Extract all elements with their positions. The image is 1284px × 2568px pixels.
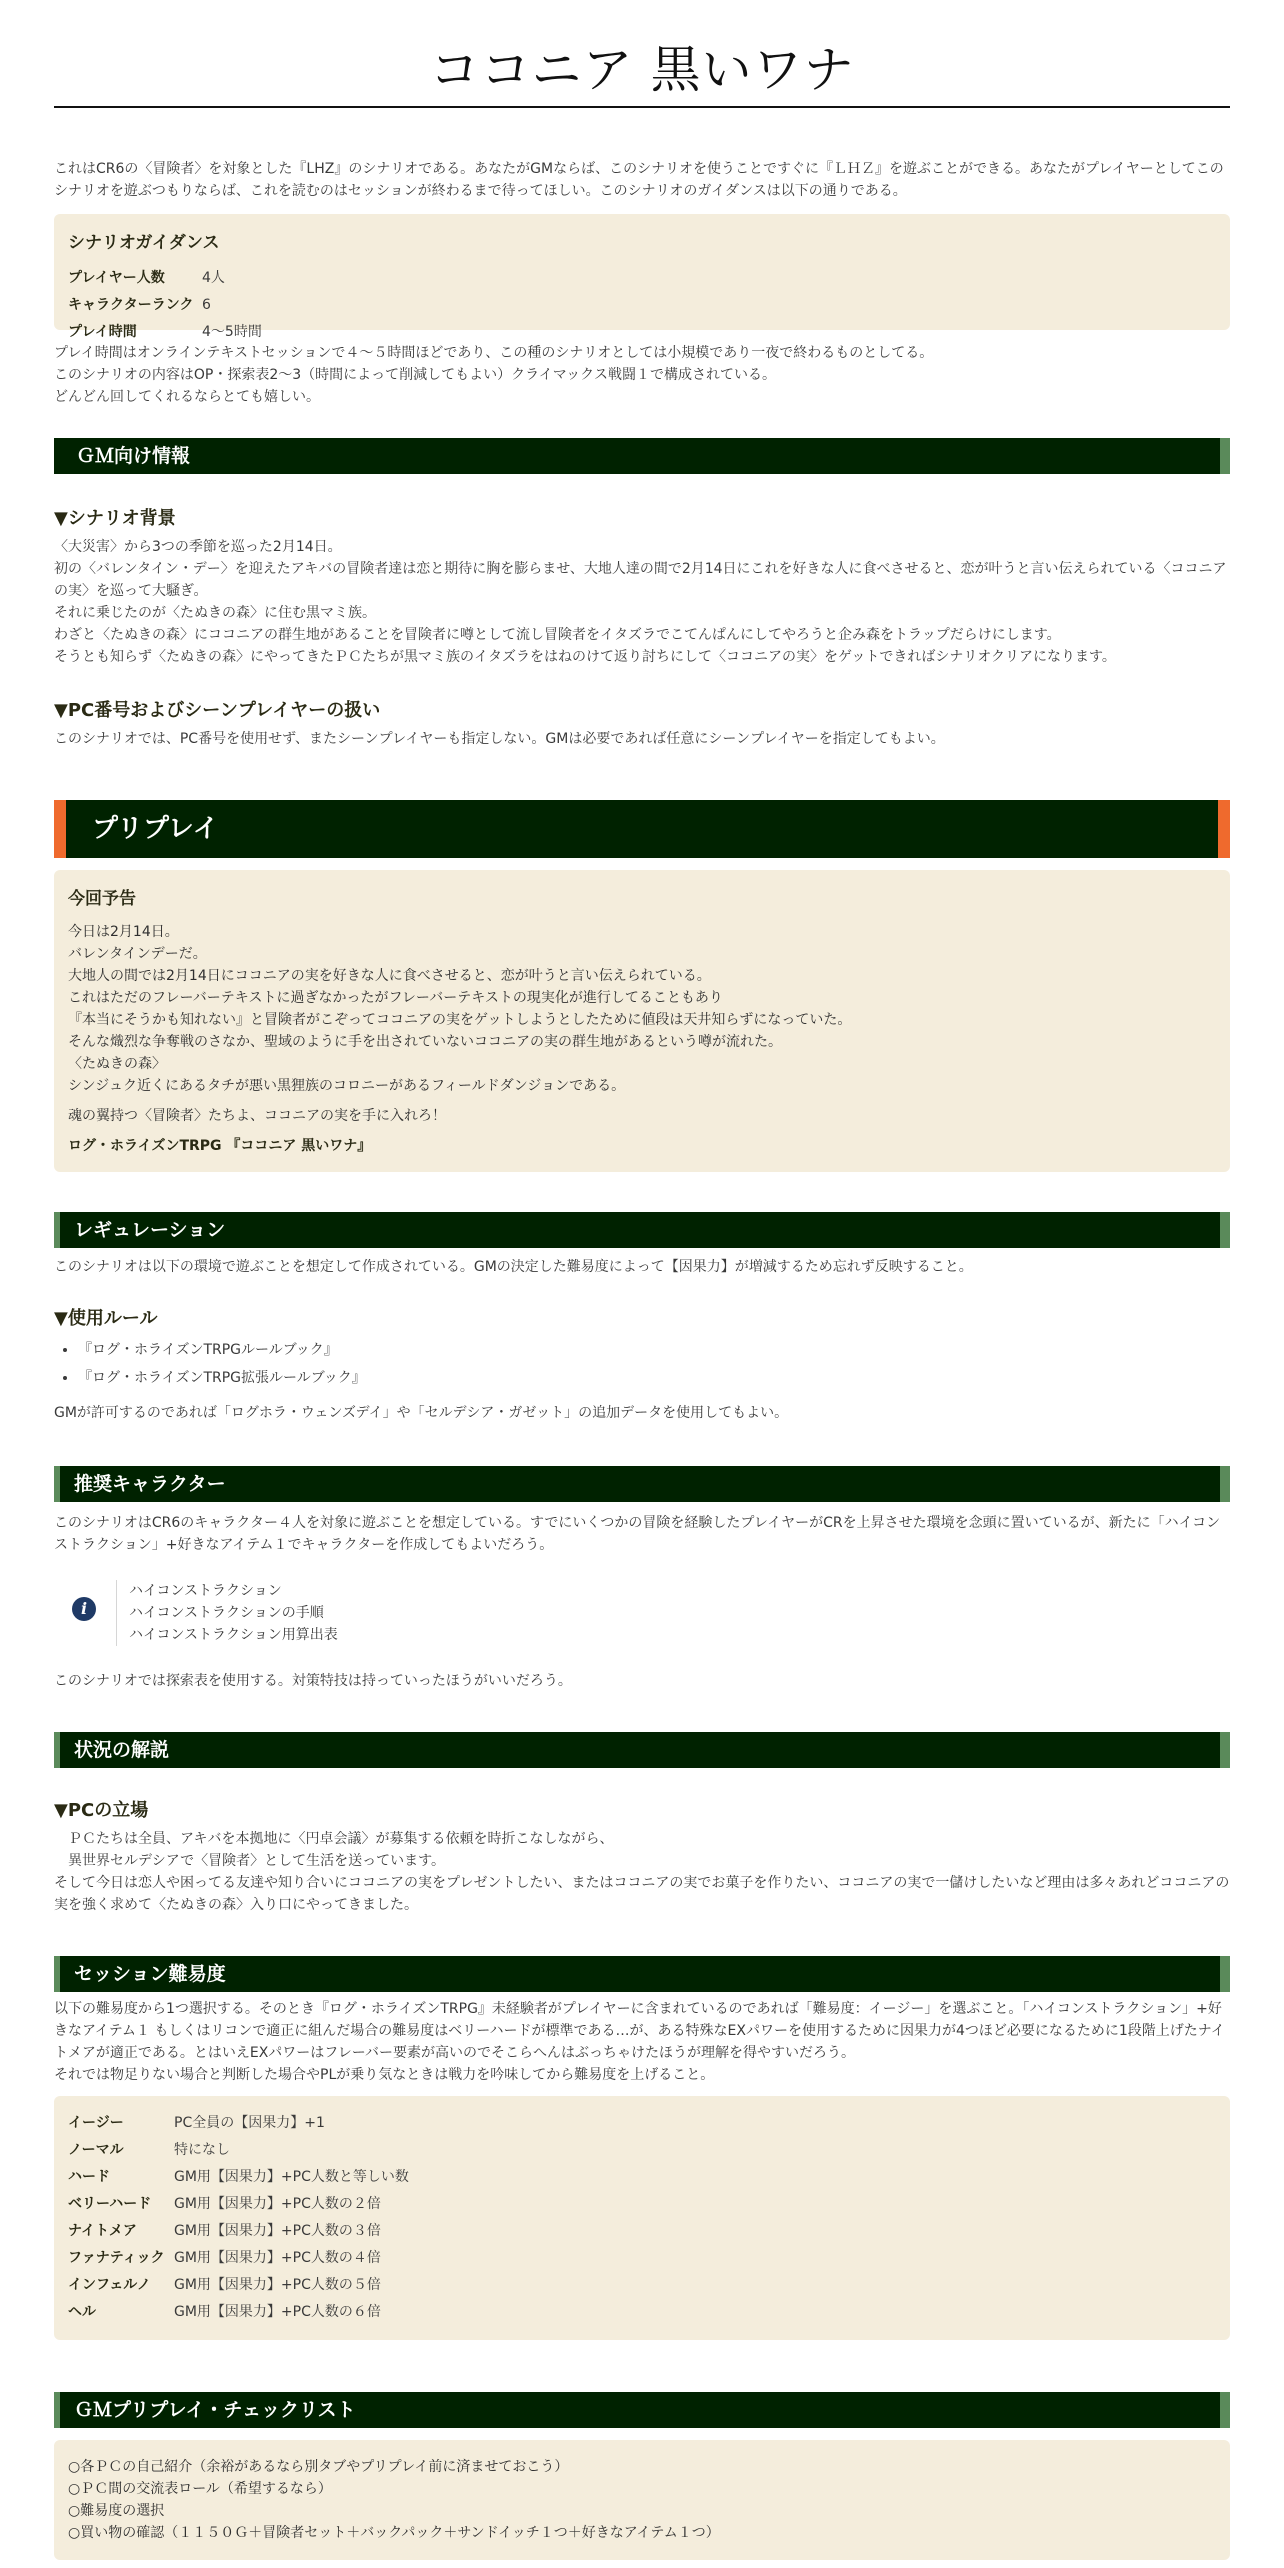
- recommended-band: 推奨キャラクター: [54, 1466, 1230, 1502]
- playtime-text: [54, 342, 1230, 408]
- preview-line: そんな熾烈な争奪戦のさなか、聖域のように手を出されていないココニアの実の群生地があるという噂が流れた。: [68, 1034, 782, 1050]
- guidance-value: 4～5時間: [202, 324, 262, 340]
- background-line: 初の〈バレンタイン・デー〉を迎えたアキバの冒険者達は恋と期待に胸を膨らませ、大地人達の間で2月14日にこれを好きな人に食べさせると、恋が叶うと言い伝えられている〈ココニアの実〉を巡って大騒ぎ。: [54, 561, 1227, 599]
- rules-heading: ▼使用ルール: [54, 1308, 158, 1329]
- difficulty-effect: GM用【因果力】+PC人数の６倍: [174, 2304, 381, 2320]
- regulation-note: GMが許可するのであれば「ログホラ・ウェンズデイ」や「セルデシア・ガゼット」の追加データを使用してもよい。: [54, 1405, 789, 1421]
- recommended-after: このシナリオでは探索表を使用する。対策特技は持っていったほうがいいだろう。: [54, 1673, 572, 1689]
- scenario-background-heading: ▼シナリオ背景: [54, 508, 176, 529]
- situation-band: 状況の解説: [54, 1732, 1230, 1768]
- intro-text: これはCR6の〈冒険者〉を対象とした『LHZ』のシナリオである。あなたがGMならば、このシナリオを使うことですぐに『ＬＨＺ』を遊ぶことができる。あなたがプレイヤーとしてこのシナリオを遊ぶつもりならば、これを読むのはセッションが終わるまで待ってほしい。このシナリオのガイダンスは以下の通りである。: [54, 161, 1224, 199]
- difficulty-effect: GM用【因果力】+PC人数の４倍: [174, 2250, 381, 2266]
- difficulty-effect: GM用【因果力】+PC人数の２倍: [174, 2196, 381, 2212]
- preview-line: 『本当にそうかも知れない』と冒険者がこぞってココニアの実をゲットしようとしたために値段は天井知らずになっていた。: [68, 1012, 852, 1028]
- difficulty-row: [68, 2164, 1216, 2191]
- background-line: 〈大災害〉から3つの季節を巡った2月14日。: [54, 539, 342, 555]
- background-line: わざと〈たぬきの森〉にココニアの群生地があることを冒険者に噂として流し冒険者をイタズラでこてんぱんにしてやろうと企み森をトラップだらけにします。: [54, 627, 1061, 643]
- info-line: ハイコンストラクションの手順: [129, 1605, 324, 1621]
- checklist-band: ＧＭプリプレイ・チェックリスト: [54, 2392, 1230, 2428]
- guidance-box: [54, 214, 1230, 340]
- situation-line: 異世界セルデシアで〈冒険者〉として生活を送っています。: [54, 1853, 446, 1869]
- difficulty-row: [68, 2110, 1216, 2137]
- guidance-value: 6: [202, 297, 211, 313]
- gm-info-band: ＧＭ向け情報: [54, 438, 1230, 474]
- checklist-item: ○難易度の選択: [68, 2503, 165, 2519]
- difficulty-name: イージー: [68, 2115, 124, 2131]
- pc-position-heading: ▼PCの立場: [54, 1800, 149, 1821]
- preview-line: バレンタインデーだ。: [68, 946, 207, 962]
- page: [54, 0, 1230, 2560]
- difficulty-row: [68, 2218, 1216, 2245]
- info-line: ハイコンストラクション用算出表: [129, 1627, 338, 1643]
- preview-line: 〈たぬきの森〉: [68, 1056, 166, 1072]
- difficulty-line: 以下の難易度から1つ選択する。そのとき『ログ・ホライズンTRPG』未経験者がプレイヤーに含まれているのであれば「難易度：イージー」を選ぶこと。「ハイコンストラクション」+好きなアイテム１ もしくはリコンで適正に組んだ場合の難易度はベリーハードが標準である…が、ある特殊なEXパワーを使用するために因果力が4つほど必要になるために1段階上げたナイトメアが適正である。とはいえEXパワーはフレーバー要素が高いのでそこらへんはぶっちゃけたほうが理解を得やすいだろう。: [54, 2001, 1225, 2061]
- preview-box: [54, 870, 1230, 1172]
- recommended-text: このシナリオはCR6のキャラクター４人を対象に遊ぶことを想定している。すでにいくつかの冒険を経験したプレイヤーがCRを上昇させた環境を念頭に置いているが、新たに「ハイコンストラクション」+好きなアイテム１でキャラクターを作成してもよいだろう。: [54, 1515, 1221, 1553]
- difficulty-name: ファナティック: [68, 2250, 165, 2266]
- info-circle-icon: i: [72, 1597, 96, 1621]
- scenario-background-text: [54, 536, 1230, 668]
- difficulty-name: ノーマル: [68, 2142, 124, 2158]
- situation-text: [54, 1828, 1230, 1916]
- info-lines: [116, 1580, 338, 1646]
- difficulty-line: それでは物足りない場合と判断した場合やPLが乗り気なときは戦力を吟味してから難易度を上げること。: [54, 2067, 715, 2083]
- background-line: そうとも知らず〈たぬきの森〉にやってきたＰＣたちが黒マミ族のイタズラをはねのけて返り討ちにして〈ココニアの実〉をゲットできればシナリオクリアになります。: [54, 649, 1116, 665]
- guidance-row: [68, 292, 1216, 319]
- difficulty-row: [68, 2137, 1216, 2164]
- difficulty-effect: GM用【因果力】+PC人数の３倍: [174, 2223, 381, 2239]
- situation-line: ＰＣたちは全員、アキバを本拠地に〈円卓会議〉が募集する依頼を時折こなしながら、: [54, 1831, 614, 1847]
- preplay-band: プリプレイ: [54, 800, 1230, 858]
- checklist-box: [54, 2440, 1230, 2560]
- playtime-line: どんどん回してくれるならとても嬉しい。: [54, 389, 320, 405]
- preview-call: 魂の翼持つ〈冒険者〉たちよ、ココニアの実を手に入れろ！: [68, 1108, 446, 1124]
- guidance-key: キャラクターランク: [68, 297, 194, 313]
- info-line: ハイコンストラクション: [129, 1583, 282, 1599]
- rules-list: [54, 1336, 1230, 1392]
- difficulty-effect: PC全員の【因果力】+1: [174, 2115, 325, 2131]
- difficulty-name: インフェルノ: [68, 2277, 151, 2293]
- playtime-line: このシナリオの内容はOP・探索表2～3（時間によって削減してもよい）クライマックス戦闘１で構成されている。: [54, 367, 777, 383]
- checklist-item: ○ＰＣ間の交流表ロール（希望するなら）: [68, 2481, 332, 2497]
- regulation-text: このシナリオは以下の環境で遊ぶことを想定して作成されている。GMの決定した難易度によって【因果力】が増減するため忘れず反映すること。: [54, 1259, 973, 1275]
- guidance-key: プレイ時間: [68, 324, 137, 340]
- difficulty-row: [68, 2191, 1216, 2218]
- guidance-row: [68, 265, 1216, 292]
- guidance-heading: シナリオガイダンス: [68, 233, 220, 253]
- preview-line: 今日は2月14日。: [68, 924, 179, 940]
- difficulty-name: ナイトメア: [68, 2223, 137, 2239]
- preview-title: ログ・ホライズンTRPG 『ココニア 黒いワナ』: [68, 1138, 372, 1154]
- difficulty-effect: GM用【因果力】+PC人数の５倍: [174, 2277, 381, 2293]
- rule-item: • 『ログ・ホライズンTRPG拡張ルールブック』: [78, 1364, 1230, 1392]
- difficulty-effect: 特になし: [174, 2142, 230, 2158]
- preview-heading: 今回予告: [68, 889, 136, 909]
- page-title: ココニア 黒いワナ: [54, 30, 1230, 108]
- checklist-item: ○各ＰＣの自己紹介（余裕があるなら別タブやプリプレイ前に済ませておこう）: [68, 2459, 569, 2475]
- info-callout: [54, 1574, 1230, 1652]
- difficulty-effect: GM用【因果力】+PC人数と等しい数: [174, 2169, 409, 2185]
- difficulty-row: [68, 2299, 1216, 2326]
- difficulty-table: [54, 2096, 1230, 2340]
- preview-line: シンジュク近くにあるタチが悪い黒狸族のコロニーがあるフィールドダンジョンである。: [68, 1078, 626, 1094]
- preview-line: 大地人の間では2月14日にココニアの実を好きな人に食べさせると、恋が叶うと言い伝えられている。: [68, 968, 711, 984]
- rule-item: • 『ログ・ホライズンTRPGルールブック』: [78, 1336, 1230, 1364]
- preview-line: これはただのフレーバーテキストに過ぎなかったがフレーバーテキストの現実化が進行してることもあり: [68, 990, 723, 1006]
- difficulty-row: [68, 2245, 1216, 2272]
- regulation-band: レギュレーション: [54, 1212, 1230, 1248]
- pc-number-heading: ▼PC番号およびシーンプレイヤーの扱い: [54, 700, 381, 721]
- background-line: それに乗じたのが〈たぬきの森〉に住む黒マミ族。: [54, 605, 376, 621]
- difficulty-name: ベリーハード: [68, 2196, 152, 2212]
- checklist-item: ○買い物の確認（１１５０Ｇ＋冒険者セット＋バックパック＋サンドイッチ１つ＋好きなアイテム１つ）: [68, 2525, 720, 2541]
- difficulty-row: [68, 2272, 1216, 2299]
- difficulty-band: セッション難易度: [54, 1956, 1230, 1992]
- pc-number-text: このシナリオでは、PC番号を使用せず、またシーンプレイヤーも指定しない。GMは必要であれば任意にシーンプレイヤーを指定してもよい。: [54, 731, 945, 747]
- difficulty-text: [54, 1998, 1230, 2086]
- situation-line: そして今日は恋人や困ってる友達や知り合いにココニアの実をプレゼントしたい、またはココニアの実でお菓子を作りたい、ココニアの実で一儲けしたいなど理由は多々あれどココニアの実を強く求めて〈たぬきの森〉入り口にやってきました。: [54, 1875, 1230, 1913]
- guidance-value: 4人: [202, 270, 225, 286]
- playtime-line: プレイ時間はオンラインテキストセッションで４～５時間ほどであり、この種のシナリオとしては小規模であり一夜で終わるものとしてる。: [54, 345, 934, 361]
- guidance-key: プレイヤー人数: [68, 270, 165, 286]
- difficulty-name: ハード: [68, 2169, 110, 2185]
- difficulty-name: ヘル: [68, 2304, 96, 2320]
